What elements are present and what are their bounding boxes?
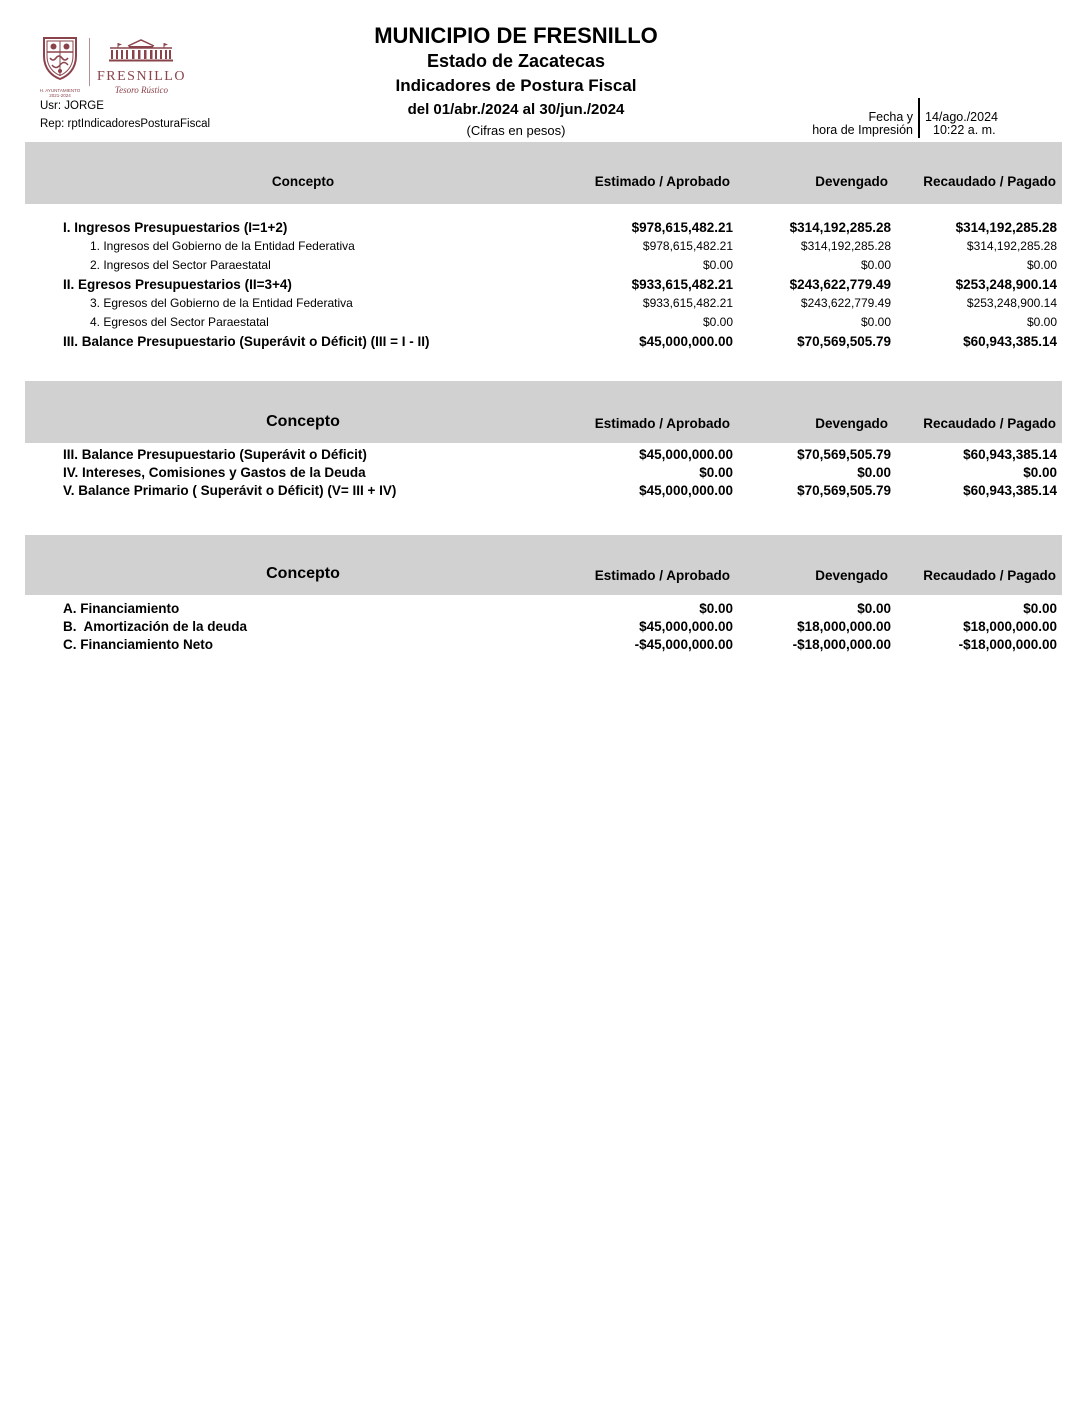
column-header-recaudado: Recaudado / Pagado [923,416,1056,431]
print-datetime-values [925,98,998,138]
units-note: (Cifras en pesos) [466,123,566,138]
cell-devengado: $314,192,285.28 [800,239,891,253]
cell-devengado: $0.00 [860,315,891,329]
row-label: IV. Intereses, Comisiones y Gastos de la Deuda [63,465,366,480]
cell-recaudado: -$18,000,000.00 [958,637,1057,652]
table-body [25,446,1062,500]
cell-devengado: $70,569,505.79 [797,334,891,349]
column-header-recaudado: Recaudado / Pagado [923,174,1056,189]
column-header-estimado: Estimado / Aprobado [594,416,730,431]
cell-recaudado: $60,943,385.14 [963,447,1057,462]
row-label: V. Balance Primario ( Superávit o Déficit) (V= III + IV) [63,483,397,498]
cell-recaudado: $0.00 [1023,601,1057,616]
cell-devengado: $0.00 [860,258,891,272]
table-row [25,313,1062,332]
column-header-recaudado: Recaudado / Pagado [923,568,1056,583]
cell-recaudado: $0.00 [1023,465,1057,480]
report-id-label: Rep: rptIndicadoresPosturaFiscal [40,118,211,130]
cell-devengado: $0.00 [857,601,891,616]
table-row [25,275,1062,294]
table-row [25,294,1062,313]
row-label: III. Balance Presupuestario (Superávit o Déficit) [63,447,367,462]
row-label: I. Ingresos Presupuestarios (I=1+2) [63,220,288,235]
row-label: B. Amortización de la deuda [63,619,248,634]
table-header-row [25,381,1062,443]
table-row [25,482,1062,500]
row-label: II. Egresos Presupuestarios (II=3+4) [63,277,292,292]
cell-estimado: $45,000,000.00 [639,447,733,462]
table-row [25,636,1062,654]
logo-wordmark: FRESNILLO [97,69,186,84]
table-body [25,600,1062,654]
cell-recaudado: $253,248,900.14 [966,296,1057,310]
row-label: III. Balance Presupuestario (Superávit o Déficit) (III = I - II) [63,334,430,349]
cell-estimado: $0.00 [699,465,733,480]
primary-balance-table [25,381,1062,500]
cell-estimado: $978,615,482.21 [642,239,733,253]
column-header-concepto: Concepto [271,174,335,189]
cell-recaudado: $314,192,285.28 [966,239,1057,253]
financing-table [25,535,1062,654]
column-header-estimado: Estimado / Aprobado [594,174,730,189]
cell-devengado: $243,622,779.49 [789,277,891,292]
cell-estimado: $45,000,000.00 [639,334,733,349]
cell-estimado: $45,000,000.00 [639,619,733,634]
cell-recaudado: $253,248,900.14 [955,277,1057,292]
print-time: 10:22 a. m. [933,123,996,137]
column-header-estimado: Estimado / Aprobado [594,568,730,583]
report-name: Indicadores de Postura Fiscal [395,76,637,95]
row-label: A. Financiamiento [63,601,180,616]
cell-recaudado: $0.00 [1026,258,1057,272]
table-row [25,464,1062,482]
column-header-concepto: Concepto [266,413,340,430]
table-row [25,237,1062,256]
logo-slogan: Tesoro Rústico [114,85,169,95]
table-row [25,256,1062,275]
row-label: 3. Egresos del Gobierno de la Entidad Federativa [90,296,353,310]
cell-devengado: $243,622,779.49 [800,296,891,310]
crest-caption: H. AYUNTAMIENTO 2021-2024 [39,88,81,98]
table-row [25,600,1062,618]
table-body [25,218,1062,351]
cell-estimado: $933,615,482.21 [642,296,733,310]
table-row [25,618,1062,636]
budget-indicators-table [25,142,1062,351]
cell-devengado: -$18,000,000.00 [792,637,891,652]
table-row [25,218,1062,237]
cell-estimado: $45,000,000.00 [639,483,733,498]
cell-recaudado: $18,000,000.00 [963,619,1057,634]
table-header-row [25,142,1062,204]
print-datetime-label: Fecha y hora de Impresión [812,110,913,137]
table-row [25,332,1062,351]
user-label: Usr: JORGE [40,100,104,112]
row-label: C. Financiamiento Neto [63,637,214,652]
report-meta-left [40,100,210,131]
row-label: 2. Ingresos del Sector Paraestatal [90,258,271,272]
cell-estimado: -$45,000,000.00 [634,637,733,652]
cell-devengado: $70,569,505.79 [797,447,891,462]
report-period: del 01/abr./2024 al 30/jun./2024 [407,101,625,118]
cell-devengado: $0.00 [857,465,891,480]
cell-devengado: $18,000,000.00 [797,619,891,634]
print-date: 14/ago./2024 [925,110,998,124]
column-header-devengado: Devengado [815,174,888,189]
table-row [25,446,1062,464]
print-datetime-block [812,98,998,138]
cell-recaudado: $0.00 [1026,315,1057,329]
cell-recaudado: $60,943,385.14 [963,334,1057,349]
column-header-devengado: Devengado [815,416,888,431]
cell-estimado: $0.00 [699,601,733,616]
row-label: 1. Ingresos del Gobierno de la Entidad Federativa [90,239,355,253]
cell-devengado: $314,192,285.28 [789,220,891,235]
column-header-devengado: Devengado [815,568,888,583]
row-label: 4. Egresos del Sector Paraestatal [90,315,269,329]
print-datetime-divider [918,98,920,138]
cell-estimado: $978,615,482.21 [631,220,733,235]
cell-estimado: $933,615,482.21 [631,277,733,292]
cell-recaudado: $60,943,385.14 [963,483,1057,498]
cell-recaudado: $314,192,285.28 [955,220,1057,235]
cell-devengado: $70,569,505.79 [797,483,891,498]
state-subtitle: Estado de Zacatecas [426,51,606,71]
table-header-row [25,535,1062,595]
page-title: MUNICIPIO DE FRESNILLO [374,23,658,48]
cell-estimado: $0.00 [702,315,733,329]
column-header-concepto: Concepto [266,565,340,582]
cell-estimado: $0.00 [702,258,733,272]
